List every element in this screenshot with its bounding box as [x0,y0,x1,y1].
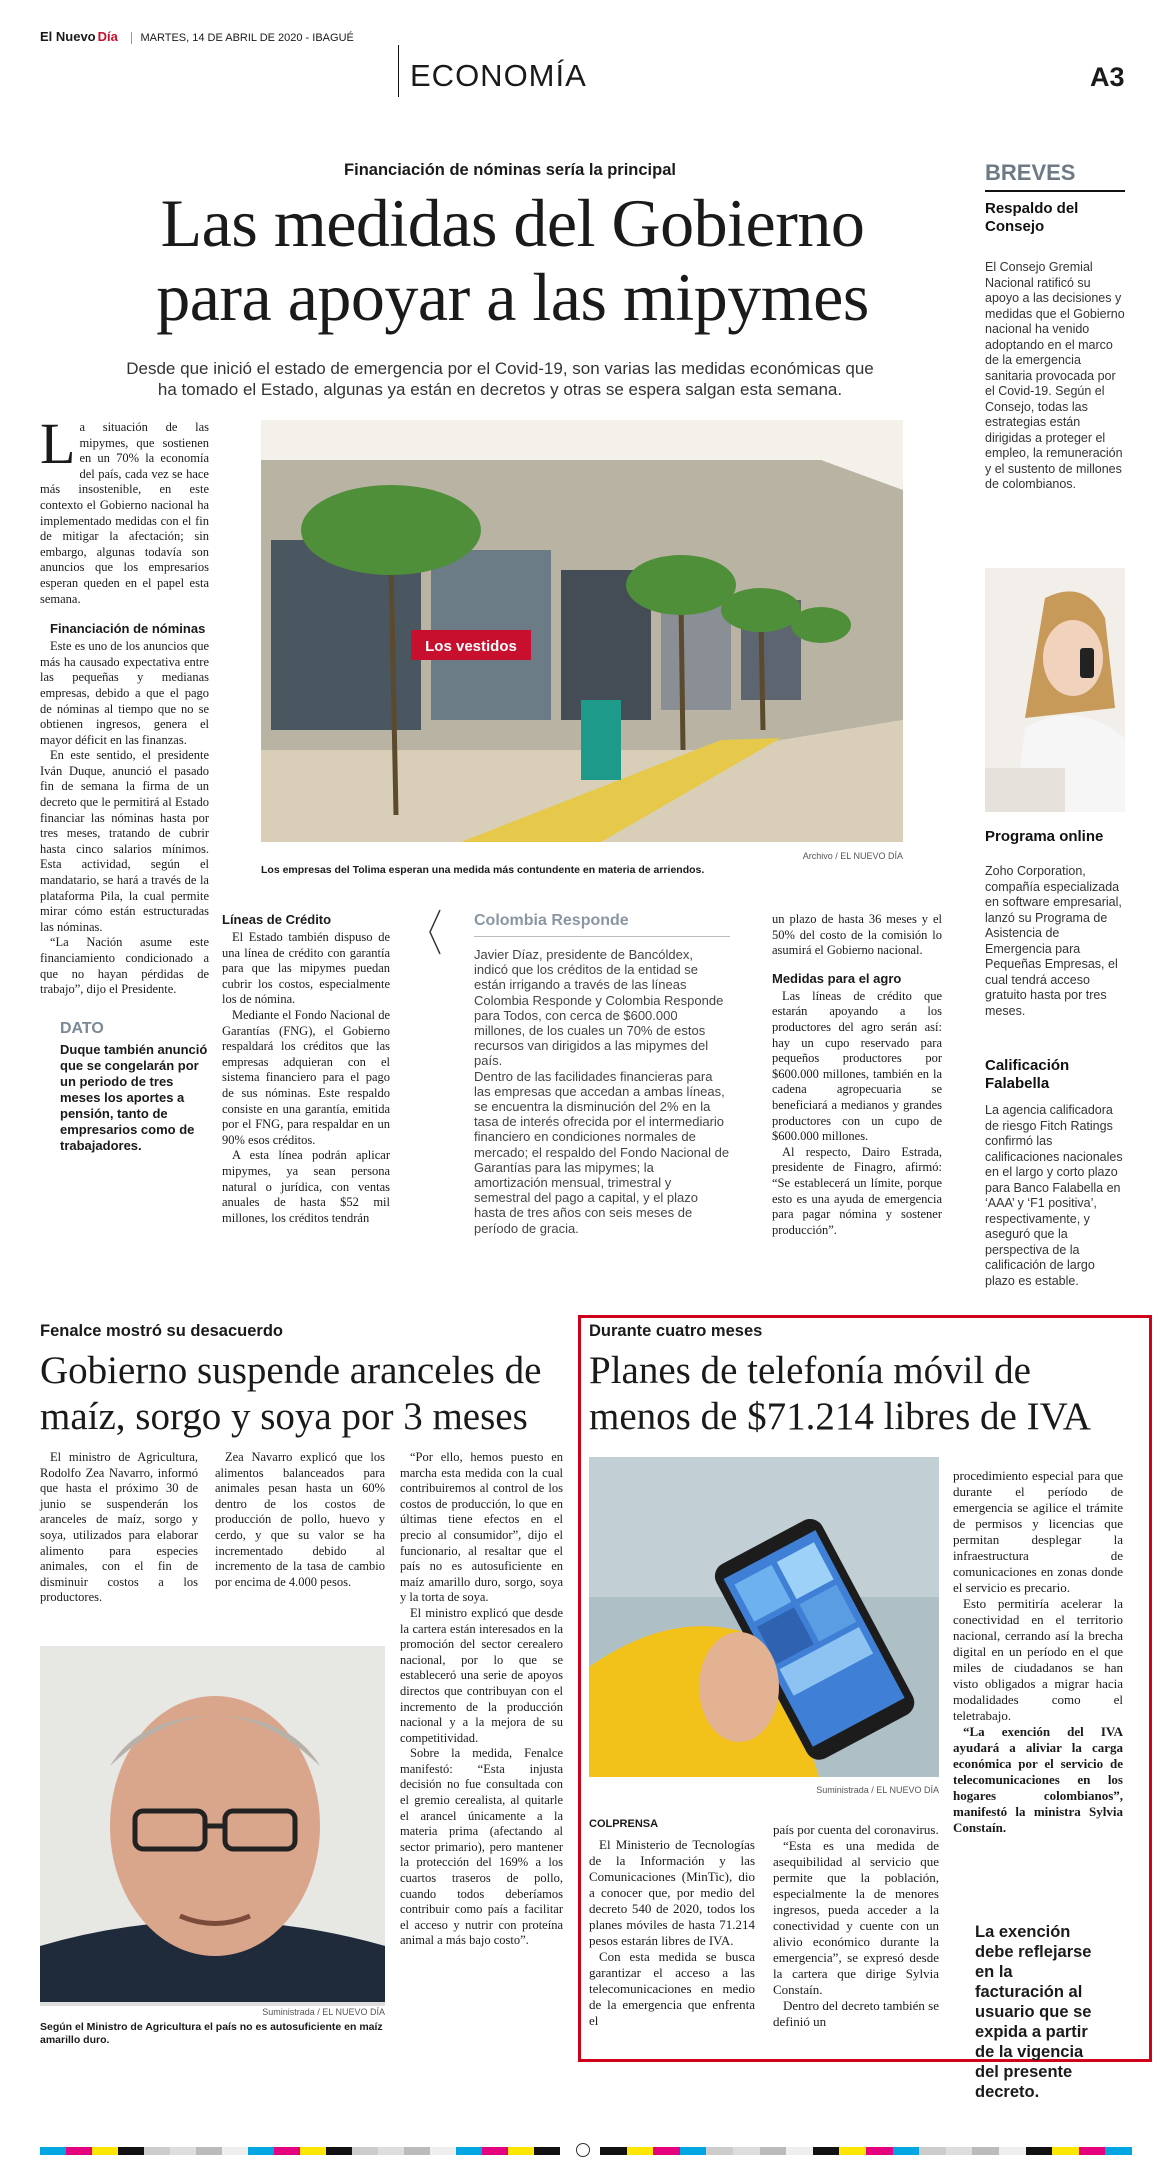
maiz-col3 [400,1450,563,1949]
telefonia-photo [589,1457,939,1777]
store-sign: Los vestidos [425,638,517,655]
telefonia-photo-credit: Suministrada / EL NUEVO DÍA [816,1785,939,1795]
main-col2-p2: Mediante el Fondo Nacional de Garantías (FNG), el Gobierno respaldará los créditos que las empresas adquieran con el sistema financiero para el pago de sus nóminas. Este respaldo consiste en una garantía, emitida por el FNG, para respaldar en un 90% esos créditos. [222,1007,390,1147]
section-name: ECONOMÍA [410,58,587,93]
telefonia-col2-p2: “Esta es una medida de asequibilidad al servicio que permite que la población, especialmente la de menores ingresos, pueda acceder a la conectividad y cuente con un alivio económico durante la emergencia”, se expresó desde la cartera que dirige Sylvia Constaín. [773,1838,939,1997]
brief-1-title: Respaldo del Consejo [985,200,1079,235]
breves-header: BREVES [985,160,1076,185]
maiz-col3-p3: Sobre la medida, Fenalce manifestó: “Esta injusta decisión no fue consultada con el gremio cerealista, al quitarle el arancel únicamente a la materia prima (afectando al sector primario), pero mantener la protección del 169% a los cuartos traseros de pollo, cuando todos deberíamos contribuir como país a facilitar el acceso y nutrir con proteína animal a más bajo costo”. [400,1746,563,1948]
main-headline: Las medidas del Gobierno para apoyar a las mipymes [156,185,869,335]
maiz-headline: Gobierno suspende aranceles de maíz, sorgo y soya por 3 meses [40,1349,542,1438]
telefonia-col1-p1: El Ministerio de Tecnologías de la Información y las Comunicaciones (MinTic), dio a conocer que, por medio del decreto 540 de 2020, todos los planes móviles de hasta 71.214 pesos estarán libres de IVA. [589,1837,755,1948]
box-title: Colombia Responde [474,912,629,929]
color-bar-left [40,2147,560,2155]
dropcap: L [40,411,76,476]
main-col4 [772,912,942,1238]
main-col1-p4: “La Nación asume este financiamiento condicionado a que no hayan pérdidas de trabajo”, dijo el Presidente. [40,935,209,997]
main-photo-caption: Los empresas del Tolima esperan una medida más contundente en materia de arriendos. [261,864,705,876]
brief-2-title: Programa online [985,828,1104,845]
dato-text: Duque también anunció que se congelarán por un periodo de tres meses los aportes a pensión, tanto de empresarios como de trabajadores. [60,1041,208,1153]
maiz-col1: El ministro de Agricultura, Rodolfo Zea Navarro, informó que hasta el próximo 30 de junio se suspenderán los aranceles de maíz, sorgo y soya, utilizados para elaborar alimento para especies animales, con el fin de disminuir costos a los productores. [40,1450,198,1605]
main-col2 [222,912,390,1226]
breves-lower [985,828,1125,1289]
main-col4-p1: un plazo de hasta 36 meses y el 50% del costo de la comisión lo asumirá el Gobierno nacional. [772,912,942,958]
telefonia-col2-p1: país por cuenta del coronavirus. [773,1822,939,1837]
subhead-financiacion: Financiación de nóminas [50,621,206,637]
telefonia-kicker: Durante cuatro meses [589,1322,763,1340]
subhead-agro: Medidas para el agro [772,970,902,986]
maiz-caption: Según el Ministro de Agricultura el país no es autosuficiente en maíz amarillo duro. [40,2021,383,2046]
main-photo [261,420,903,842]
minister-portrait-image [40,1646,385,2002]
brief-3-title: Calificación Falabella [985,1057,1070,1092]
brief-2-body: Zoho Corporation, compañía especializada en software empresarial, lanzó su Programa de Asistencia de Emergencia para Pequeñas Empresas, el cual tendrá acceso gratuito hasta por tres meses. [985,864,1122,1018]
main-kicker: Financiación de nóminas sería la principal [344,161,676,179]
bracket-icon [424,908,448,956]
breves-sidebar [985,160,1125,493]
brief-3-body: La agencia calificadora de riesgo Fitch Ratings confirmó las calificaciones nacionales en el largo y corto plazo para Banco Falabella en ‘AAA’ y ‘F1 positiva’, respectivamente, y aseguró que la perspectiva de la calificación de largo plazo es estable. [985,1103,1123,1288]
dato-label: DATO [60,1019,104,1037]
main-col1-p2: Este es uno de los anuncios que más ha causado expectativa entre las pequeñas y medianas empresas, debido a que el pago de nóminas al tiempo que no se obtienen ingresos, genera el mayor déficit en las finanzas. [40,639,209,747]
main-col2-p3: A esta línea podrán aplicar mipymes, ya sean persona natural o jurídica, con ventas anuales de hasta $52 mil millones, los créditos tendrán [222,1148,390,1225]
telefonia-col3-p3: “La exención del IVA ayudará a aliviar la carga económica por el servicio de telecomunicaciones en los hogares colombianos”, manifestó la ministra Sylvia Constaín. [953,1724,1123,1835]
maiz-photo [40,1646,385,2006]
main-col2-p1: El Estado también dispuso de una línea de crédito con garantía para que las mipymes puedan cubrir los costos, especialmente los de nómina. [222,930,390,1007]
telefonia-pullquote: La exención debe reflejarse en la facturación al usuario que se expida a partir de la vigencia del presente decreto. [975,1923,1092,2101]
main-col1 [40,411,209,1154]
colombia-responde-box [440,912,730,1236]
main-col4-p3: Al respecto, Dairo Estrada, presidente de Finagro, afirmó: “Se establecerá un límite, porque esto es una ayuda de emergencia para pagar nómina y sostener producción”. [772,1144,942,1237]
color-bar-right [600,2147,1132,2155]
telefonia-col2-p3: Dentro del decreto también se definió un [773,1998,939,2029]
main-photo-credit: Archivo / EL NUEVO DÍA [802,851,903,861]
maiz-photo-credit: Suministrada / EL NUEVO DÍA [262,2007,385,2017]
maiz-kicker: Fenalce mostró su desacuerdo [40,1322,283,1340]
section-divider [398,45,399,97]
maiz-col3-p1: “Por ello, hemos puesto en marcha esta medida con la cual contribuiremos al control de los costos de producción, lo que en últimas tiene efectos en el precio al consumidor”, dijo el funcionario, al resaltar que el país no es autosuficiente en maíz amarillo duro, sorgo, soya y la torta de soya. [400,1450,563,1605]
dateline: MARTES, 14 DE ABRIL DE 2020 - IBAGUÉ [131,32,353,44]
main-deck: Desde que inició el estado de emergencia por el Covid-19, son varias las medidas económicas que ha tomado el Estado, algunas ya están en decretos y otras se espera salgan esta semana. [126,359,874,399]
telefonia-col2 [773,1822,939,2030]
main-col1-p3: En este sentido, el presidente Iván Duque, anunció el pasado fin de semana la firma de un decreto que le permitirá al Estado financiar las nóminas hasta por tres meses, tratando de cubrir hasta cinco salarios mínimos. Esta actividad, según el mandatario, se hará a través de la plataforma Pila, la cual permite mirar cómo están estructuradas las nóminas. [40,748,209,934]
breves-photo [985,568,1125,812]
telefonia-col3 [953,1468,1123,1836]
telefonia-headline: Planes de telefonía móvil de menos de $71.214 libres de IVA [589,1349,1091,1438]
telefonia-col1 [589,1837,755,2029]
telefonia-col1-p2: Con esta medida se busca garantizar el acceso a las telecomunicaciones en medio de la emergencia que enfrenta el [589,1949,755,2028]
box-p1: Javier Díaz, presidente de Bancóldex, indicó que los créditos de la entidad se están irrigando a través de las líneas Colombia Responde y Colombia Responde para Todos, con cerca de $600.000 millones, de los cuales un 70% de estos recursos van dirigidos a las mipymes del país. [474,947,724,1069]
telefonia-col3-p2: Esto permitiría acelerar la conectividad en el territorio nacional, cerrando así la brecha digital en un período en el que miles de ciudadanos se han visto obligados a migrar hacia modalidades como el teletrabajo. [953,1596,1123,1723]
street-scene-image [261,420,903,842]
maiz-col2: Zea Navarro explicó que los alimentos balanceados para animales pesan hasta un 60% dentro de los costos de producción de pollo, huevo y cerdo, y que su valor se ha incrementado debido al incremento de la tasa de cambio por encima de 4.000 pesos. [215,1450,385,1589]
brief-1-body: El Consejo Gremial Nacional ratificó su apoyo a las decisiones y medidas que el Gobierno nacional ha venido adoptando en el marco de la emergencia sanitaria provocada por el Covid-19. Según el Consejo, todas las estrategias están dirigidas a proteger el empleo, la remuneración y el sustento de millones de colombianos. [985,260,1125,491]
main-col1-p1: a situación de las mipymes, que sostienen en un 70% la economía del país, cada vez se hace más insostenible, en este contexto el Gobierno nacional ha implementado medidas con el fin de mitigar la afectación; sin embargo, algunas todavía son anuncios que los empresarios esperan queden en el papel esta semana. [40,420,209,606]
newspaper-logo: El Nuevo Día [40,29,118,44]
page-number: A3 [1090,62,1125,92]
telefonia-byline: COLPRENSA [589,1818,659,1830]
maiz-col3-p2: El ministro explicó que desde la cartera están interesados en la promoción del sector cerealero nacional, por lo que se estableceró una serie de apoyos directos que contribuyan con el incremento de la producción nacional y a la mejora de su competitividad. [400,1605,563,1745]
box-p2: Dentro de las facilidades financieras para las empresas que accedan a ambas líneas, se encuentra la disminución del 2% en la tasa de interés ofrecida por el intermediario financiero en condiciones normales de mercado; el respaldo del Fondo Nacional de Garantías para las mipymes; la amortización mensual, trimestral y semestral del pago a capital, y el plazo hasta de tres años con seis meses de período de gracia. [474,1068,730,1236]
subhead-lineas: Líneas de Crédito [222,912,332,927]
masthead [40,28,1132,48]
main-col4-p2: Las líneas de crédito que estarán apoyando a los productores del agro serán así: hay un cupo reservado para pequeños productores por $600.000 millones, también en la cadena agropecuaria se beneficiará a medianos y grandes productores con un cupo de $600.000 millones. [772,988,942,1144]
telefonia-col3-p1: procedimiento especial para que durante el período de emergencia se agilice el trámite de permisos y licencias que permitan desplegar la infraestructura de comunicaciones en zonas donde el servicio es precario. [953,1468,1123,1595]
phone-in-hand-image [589,1457,939,1777]
registration-mark-icon [576,2143,590,2157]
woman-on-phone-image [985,568,1125,812]
dato-box [40,1020,209,1154]
